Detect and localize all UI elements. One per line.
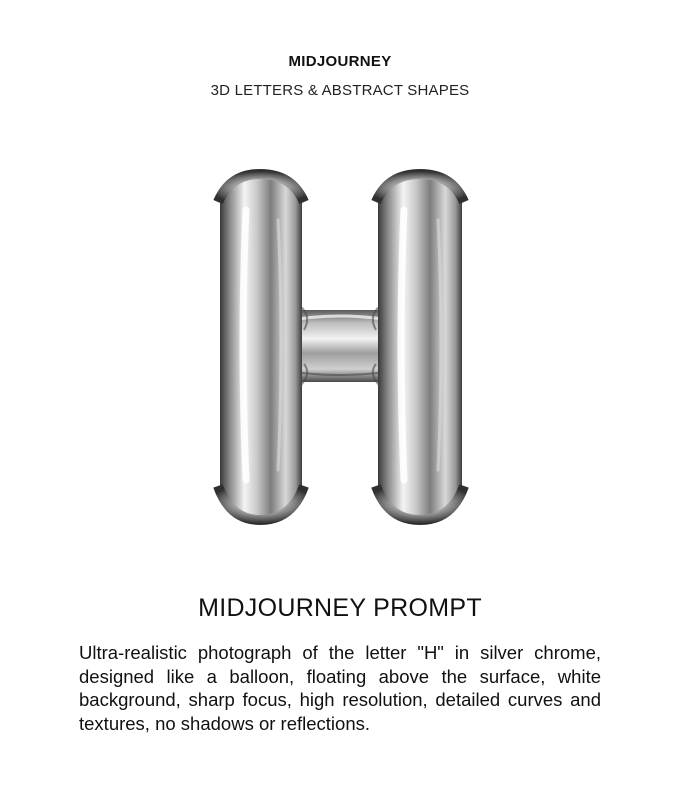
silver-foil-letter-h-balloon-icon <box>180 160 500 530</box>
category-subtitle: 3D LETTERS & ABSTRACT SHAPES <box>210 82 470 99</box>
header <box>0 52 680 101</box>
brand-title: MIDJOURNEY <box>288 53 392 70</box>
prompt-text: Ultra-realistic photograph of the letter "H" in silver chrome, designed like a balloon, floating above the surface, white background, sharp focus, high resolution, detailed curves and textures, no shadows or reflections. <box>79 642 601 734</box>
prompt-title: MIDJOURNEY PROMPT <box>198 594 482 622</box>
letter-h-balloon-image <box>180 160 500 530</box>
